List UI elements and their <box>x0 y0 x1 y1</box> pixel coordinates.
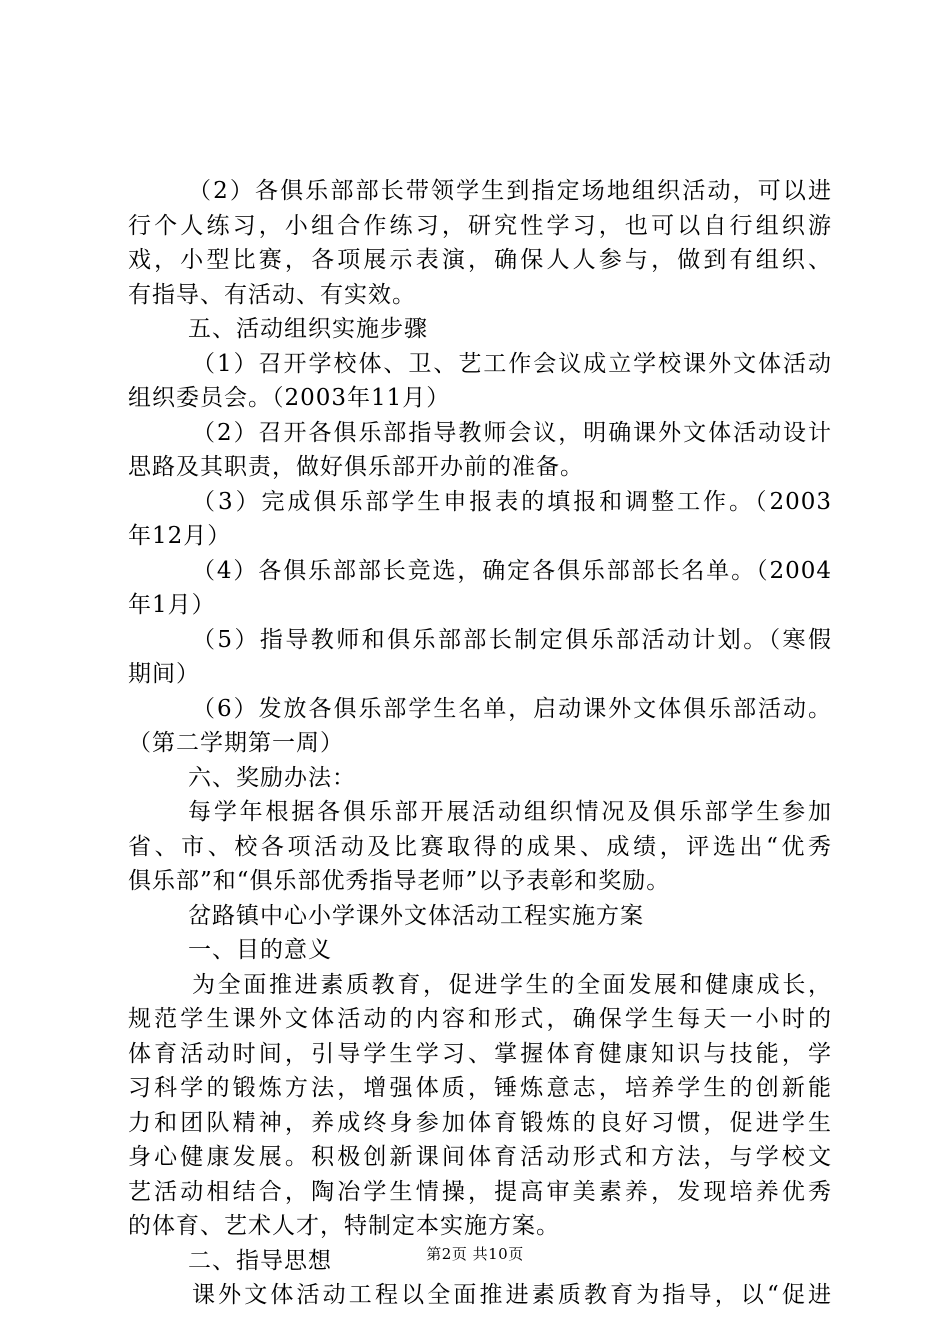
section-heading: 二、指导思想 <box>188 1247 332 1274</box>
paragraph-line: （4）各俱乐部部长竞选，确定各俱乐部部长名单。（2004 <box>192 557 832 584</box>
paragraph-line: （2）召开各俱乐部指导教师会议，明确课外文体活动设计 <box>192 419 832 446</box>
paragraph-line: 身心健康发展。积极创新课间体育活动形式和方法，与学校文 <box>128 1144 832 1170</box>
paragraph-line: 年12月） <box>128 523 232 549</box>
paragraph-line: （5）指导教师和俱乐部部长制定俱乐部活动计划。（寒假 <box>192 626 832 653</box>
paragraph-line: 为全面推进素质教育，促进学生的全面发展和健康成长， <box>192 971 832 998</box>
paragraph-line: 思路及其职责，做好俱乐部开办前的准备。 <box>128 454 584 480</box>
document-subtitle: 岔路镇中心小学课外文体活动工程实施方案 <box>188 902 644 929</box>
paragraph-line: 俱乐部”和“俱乐部优秀指导老师”以予表彰和奖励。 <box>128 868 671 894</box>
paragraph-line: 习科学的锻炼方法，增强体质，锤炼意志，培养学生的创新能 <box>128 1075 832 1101</box>
paragraph-line: 体育活动时间，引导学生学习、掌握体育健康知识与技能，学 <box>128 1040 832 1067</box>
paragraph-line: 行个人练习，小组合作练习，研究性学习，也可以自行组织游 <box>128 212 832 239</box>
page-number: 第2页 共10页 <box>426 1245 524 1263</box>
paragraph-line: 省、市、校各项活动及比赛取得的成果、成绩，评选出“优秀 <box>128 833 832 860</box>
paragraph-line: 课外文体活动工程以全面推进素质教育为指导，以“促进 <box>192 1282 832 1308</box>
section-heading: 六、奖励办法： <box>188 764 356 791</box>
paragraph-line: 规范学生课外文体活动的内容和形式，确保学生每天一小时的 <box>128 1006 832 1032</box>
paragraph-line: （3）完成俱乐部学生申报表的填报和调整工作。（2003 <box>192 488 832 515</box>
paragraph-line: （第二学期第一周） <box>128 730 344 756</box>
paragraph-line: （6）发放各俱乐部学生名单，启动课外文体俱乐部活动。 <box>192 695 832 722</box>
paragraph-line: 力和团队精神，养成终身参加体育锻炼的良好习惯，促进学生 <box>128 1109 832 1136</box>
paragraph-line: 有指导、有活动、有实效。 <box>128 281 416 308</box>
paragraph-line: 期间） <box>128 661 200 687</box>
paragraph-line: （2）各俱乐部部长带领学生到指定场地组织活动，可以进 <box>188 178 832 204</box>
paragraph-line: 艺活动相结合，陶冶学生情操，提高审美素养，发现培养优秀 <box>128 1178 832 1205</box>
paragraph-line: 每学年根据各俱乐部开展活动组织情况及俱乐部学生参加 <box>188 799 832 825</box>
document-body <box>128 174 832 1313</box>
paragraph-line: 组织委员会。（2003年11月） <box>128 385 451 411</box>
paragraph-line: 戏，小型比赛，各项展示表演，确保人人参与，做到有组织、 <box>128 247 832 273</box>
section-heading: 五、活动组织实施步骤 <box>188 316 428 342</box>
section-heading: 一、目的意义 <box>188 937 332 963</box>
paragraph-line: 年1月） <box>128 592 216 618</box>
paragraph-line: 的体育、艺术人才，特制定本实施方案。 <box>128 1213 560 1239</box>
paragraph-line: （1）召开学校体、卫、艺工作会议成立学校课外文体活动 <box>192 350 832 377</box>
